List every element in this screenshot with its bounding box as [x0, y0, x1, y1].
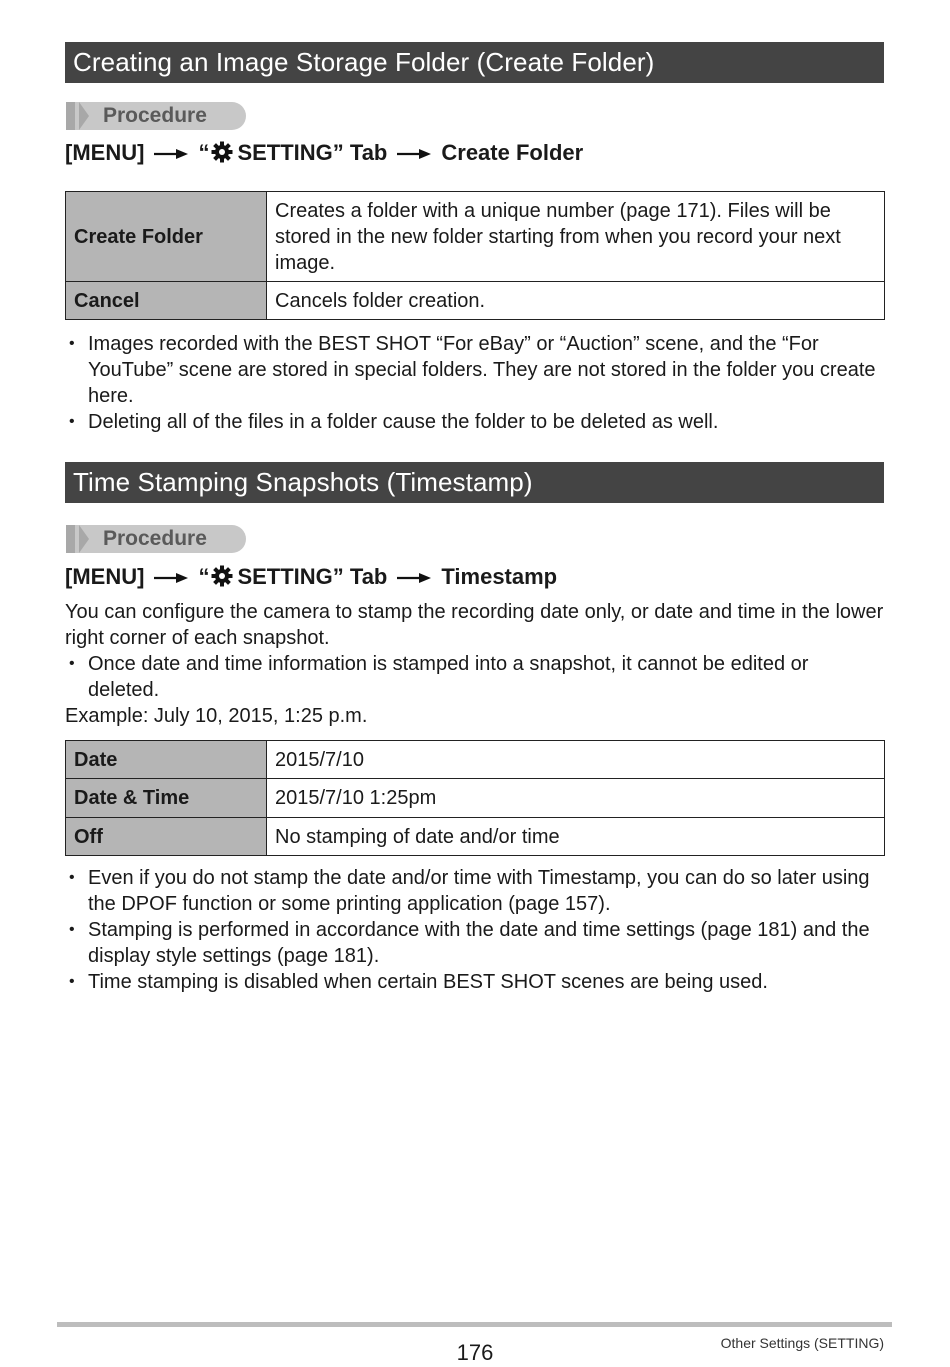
section-title-timestamp: Time Stamping Snapshots (Timestamp) [65, 462, 884, 503]
option-key: Cancel [66, 282, 267, 320]
setting-tab-label: SETTING” Tab [237, 140, 388, 165]
table-row [66, 741, 885, 779]
list-item: • Images recorded with the BEST SHOT “For eBay” or “Auction” scene, and the “For YouTube” scene are stored in special folders. They are not stored in the folder you create here. [65, 331, 885, 409]
menu-path-create-folder [65, 140, 583, 169]
table-row [66, 818, 885, 856]
list-item: • Stamping is performed in accordance with the date and time settings (page 181) and the display style settings (page 181). [65, 917, 885, 969]
right-arrow-icon [154, 140, 188, 166]
menu-label: [MENU] [65, 140, 145, 165]
create-folder-notes [65, 331, 885, 435]
gear-icon [211, 565, 233, 593]
option-description: Creates a folder with a unique number (page 171). Files will be stored in the new folder starting from when you record your next image. [267, 192, 885, 282]
option-key: Date & Time [66, 779, 267, 818]
list-item: • Time stamping is disabled when certain BEST SHOT scenes are being used. [65, 969, 885, 995]
open-quote: “ [198, 140, 210, 165]
list-item: • Once date and time information is stamped into a snapshot, it cannot be edited or deleted. [65, 651, 885, 703]
list-item: • Even if you do not stamp the date and/or time with Timestamp, you can do so later using the DPOF function or some printing application (page 157). [65, 865, 885, 917]
table-row [66, 282, 885, 320]
timestamp-intro: You can configure the camera to stamp the recording date only, or date and time in the lower right corner of each snapshot. [65, 601, 884, 649]
timestamp-options-table [65, 740, 885, 856]
section-title-create-folder: Creating an Image Storage Folder (Create Folder) [65, 42, 884, 83]
create-folder-options-table [65, 191, 885, 320]
option-description: Cancels folder creation. [267, 282, 885, 320]
option-description: 2015/7/10 1:25pm [267, 779, 885, 818]
right-arrow-icon [154, 564, 188, 590]
procedure-marker-icon [66, 525, 75, 553]
procedure-chevron-icon [79, 525, 89, 553]
timestamp-example: Example: July 10, 2015, 1:25 p.m. [65, 705, 368, 727]
gear-icon [211, 141, 233, 169]
option-description: No stamping of date and/or time [267, 818, 885, 856]
menu-item-timestamp: Timestamp [441, 564, 558, 589]
setting-tab-label: SETTING” Tab [237, 564, 388, 589]
option-description: 2015/7/10 [267, 741, 885, 779]
procedure-text: Procedure [103, 527, 207, 550]
menu-path-timestamp [65, 564, 557, 593]
procedure-chevron-icon [79, 102, 89, 130]
list-item: • Deleting all of the files in a folder cause the folder to be deleted as well. [65, 409, 885, 435]
procedure-label [66, 525, 246, 553]
table-row [66, 779, 885, 818]
option-key: Date [66, 741, 267, 779]
footer-section-label: Other Settings (SETTING) [720, 1335, 884, 1351]
option-key: Off [66, 818, 267, 856]
footer-divider [57, 1322, 892, 1327]
procedure-label [66, 102, 246, 130]
table-row [66, 192, 885, 282]
procedure-text: Procedure [103, 104, 207, 127]
right-arrow-icon [397, 140, 431, 166]
menu-label: [MENU] [65, 564, 145, 589]
timestamp-top-notes [65, 651, 885, 703]
open-quote: “ [198, 564, 210, 589]
timestamp-notes [65, 865, 885, 995]
right-arrow-icon [397, 564, 431, 590]
option-key: Create Folder [66, 192, 267, 282]
menu-item-create-folder: Create Folder [441, 140, 584, 165]
procedure-marker-icon [66, 102, 75, 130]
page-number: 176 [456, 1340, 494, 1365]
